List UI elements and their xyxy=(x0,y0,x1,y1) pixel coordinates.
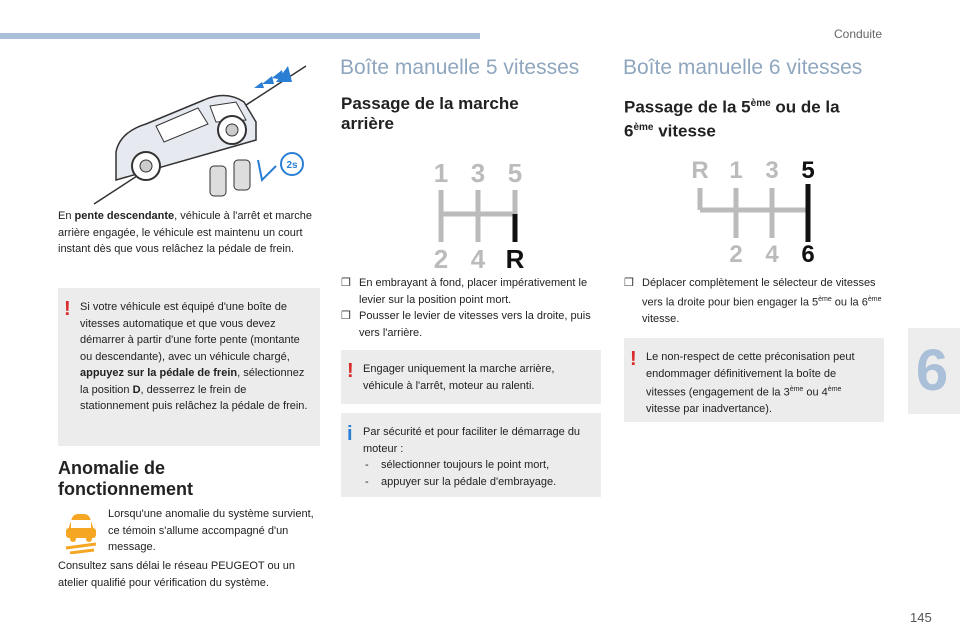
anomalie-text: Lorsqu'une anomalie du système survient, ce témoin s'allume accompagné d'un message. xyxy=(108,508,314,553)
reverse-instructions xyxy=(341,275,603,341)
6-speed-gear-pattern-diagram xyxy=(686,152,826,272)
gear-label-r: R xyxy=(691,157,709,184)
warning-icon: ! xyxy=(64,298,71,320)
hill-descent-illustration xyxy=(86,62,318,212)
warning-icon: ! xyxy=(347,360,354,382)
gear-label-1: 1 xyxy=(433,158,449,188)
timer-2s-icon xyxy=(281,153,303,175)
6-speed-instructions xyxy=(624,275,886,327)
gear-label-r: R xyxy=(505,244,525,274)
hill-descent-text: En pente descendante, véhicule à l'arrêt et marche arrière engagée, le véhicule est maintenu un court instant dès que vous relâchez la pédale de frein. xyxy=(58,210,312,255)
consult-text: Consultez sans délai le réseau PEUGEOT ou un atelier qualifié pour vérification du système. xyxy=(58,560,296,589)
list-item: - sélectionner toujours le point mort, xyxy=(365,459,550,471)
checkbox-icon: ❒ xyxy=(624,277,634,289)
gear-label-2: 2 xyxy=(433,244,449,274)
list-item: ❒ Déplacer complètement le sélecteur de vitesses vers la droite pour bien engager la 5ème ou la 6ème vitesse. xyxy=(624,277,882,325)
reverse-warning-box: ! Engager uniquement la marche arrière, véhicule à l'arrêt, moteur au ralenti. xyxy=(341,350,601,404)
list-item: ❒ Pousser le levier de vitesses vers la droite, puis vers l'arrière. xyxy=(341,310,591,339)
warning-icon: ! xyxy=(630,348,637,370)
subtitle-5th-6th: Passage de la 5ème ou de la 6ème vitesse xyxy=(624,97,840,141)
gear-label-5: 5 xyxy=(801,157,815,184)
info-icon: i xyxy=(347,423,353,445)
safety-info-box: i Par sécurité et pour faciliter le démarrage du moteur : - sélectionner toujours le point mort, - appuyer sur la pédale d'embrayage. xyxy=(341,413,601,497)
section-name: Conduite xyxy=(834,27,883,41)
subtitle-reverse: Passage de la marche arrière xyxy=(341,94,519,133)
chapter-number: 6 xyxy=(915,338,949,403)
gear-label-4: 4 xyxy=(470,244,486,274)
gear-label-4: 4 xyxy=(765,241,779,268)
gear-label-5: 5 xyxy=(507,158,523,188)
5-speed-gear-pattern-diagram xyxy=(426,156,536,276)
gear-label-1: 1 xyxy=(729,157,743,184)
checkbox-icon: ❒ xyxy=(341,310,351,322)
automatic-gearbox-warning-box: ! Si votre véhicule est équipé d'une boîte de vitesses automatique et que vous devez démarrer à partir d'une forte pente (montante ou descendante), avec un véhicule chargé, appuyez sur la pédale de frein, sélectionnez la position D, desserrez le frein de stationnement puis relâchez la pédale de frein. xyxy=(58,288,320,446)
anomalie-heading: Anomalie de fonctionnement xyxy=(58,458,193,499)
6-speed-warning-box: ! Le non-respect de cette préconisation peut endommager définitivement la boîte de vitesses (engagement de la 3ème ou 4ème vitesse par inadvertance). xyxy=(624,338,884,422)
hill-assist-warning-lamp-icon xyxy=(62,510,100,554)
list-item: ❒ En embrayant à fond, placer impérativement le levier sur la position point mort. xyxy=(341,277,588,306)
section-title-5-speed: Boîte manuelle 5 vitesses xyxy=(340,56,580,79)
page-number: 145 xyxy=(910,610,932,625)
checkbox-icon: ❒ xyxy=(341,277,351,289)
pedal-icon xyxy=(210,160,276,196)
forward-arrow-icon xyxy=(254,66,292,88)
svg-text:2s: 2s xyxy=(286,160,298,171)
gear-label-6: 6 xyxy=(801,241,815,268)
gear-label-2: 2 xyxy=(729,241,743,268)
gear-label-3: 3 xyxy=(470,158,486,188)
list-item: - appuyer sur la pédale d'embrayage. xyxy=(365,475,557,488)
gear-label-3: 3 xyxy=(765,157,779,184)
header-accent-bar xyxy=(0,33,480,39)
section-title-6-speed: Boîte manuelle 6 vitesses xyxy=(623,56,863,79)
